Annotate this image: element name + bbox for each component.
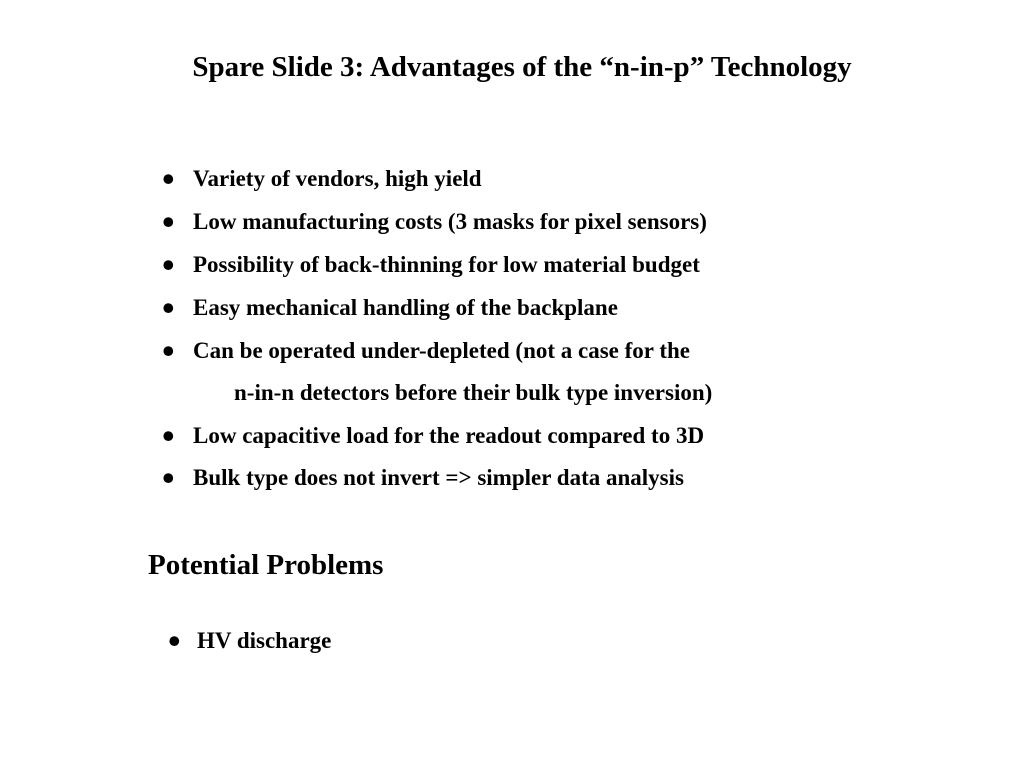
list-item-text: Bulk type does not invert => simpler data analysis [193,465,684,490]
bullet-icon: • [162,288,175,328]
slide-title: Spare Slide 3: Advantages of the “n-in-p” Technology [192,51,852,83]
list-item-text: Possibility of back-thinning for low material budget [193,252,700,277]
list-item-text: Variety of vendors, high yield [193,166,482,191]
bullet-icon: • [162,458,175,498]
bullet-icon: • [162,416,175,456]
list-item-text: Can be operated under-depleted (not a case for the [193,338,691,363]
bullet-icon: • [162,202,175,242]
list-item-text: Low manufacturing costs (3 masks for pixel sensors) [193,209,707,234]
list-item-text: Easy mechanical handling of the backplane [193,295,618,320]
bullet-icon: • [162,331,175,371]
bullet-icon: • [162,245,175,285]
bullet-icon: • [168,621,181,661]
section-heading-potential-problems: Potential Problems [148,549,384,581]
list-item-text: HV discharge [197,628,332,653]
list-item-text: Low capacitive load for the readout compared to 3D [193,423,705,448]
bullet-icon: • [162,159,175,199]
list-item-text: n-in-n detectors before their bulk type inversion) [234,380,713,405]
